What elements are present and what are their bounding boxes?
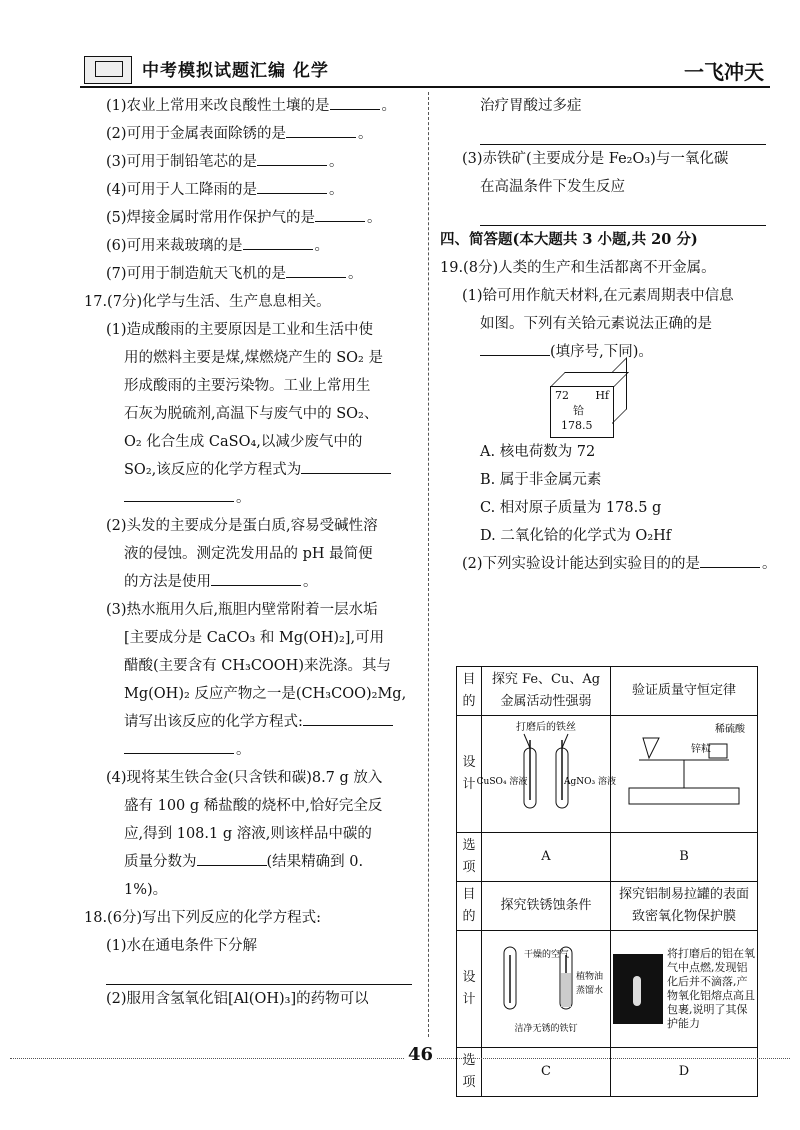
row-label: 设计	[457, 716, 482, 833]
q18-line: (3)赤铁矿(主要成分是 Fe₂O₃)与一氧化碳	[462, 151, 729, 167]
q18-line: (1)水在通电条件下分解	[106, 938, 258, 954]
q17-line: 盛有 100 g 稀盐酸的烧杯中,恰好完全反	[124, 798, 383, 814]
design-d	[611, 931, 758, 1048]
section-title: 四、简答题(本大题共 3 小题,共 20 分)	[440, 231, 698, 248]
q16-item: (5)焊接金属时常用作保护气的是 。	[84, 204, 420, 232]
q16-item: (7)可用于制造航天飞机的是 。	[84, 260, 420, 288]
q19-line: (2)下列实验设计能达到实验目的的是 。	[440, 550, 774, 578]
option-c: C. 相对原子质量为 178.5 g	[480, 500, 662, 516]
q19-line: (1)铪可用作航天材料,在元素周期表中信息	[462, 288, 734, 304]
q17-line: (2)头发的主要成分是蛋白质,容易受碱性溶	[106, 518, 378, 534]
purpose-c: 探究铁锈蚀条件	[482, 882, 611, 931]
design-b-zinc-label: 锌粒	[691, 744, 711, 755]
q16-item: (1)农业上常用来改良酸性土壤的是 。	[84, 92, 420, 120]
element-name: 铪	[573, 404, 584, 417]
purpose-b: 验证质量守恒定律	[611, 667, 758, 716]
q17-line: 醋酸(主要含有 CH₃COOH)来洗涤。其与	[124, 658, 391, 674]
row-label: 选项	[457, 1048, 482, 1097]
column-divider	[428, 92, 429, 1037]
q17-line: Mg(OH)₂ 反应产物之一是(CH₃COO)₂Mg,	[124, 686, 407, 702]
q17-line: 应,得到 108.1 g 溶液,则该样品中碳的	[124, 826, 372, 842]
atomic-number: 72	[555, 389, 569, 402]
q17-title: 17.(7分)化学与生活、生产息息相关。	[84, 294, 331, 310]
design-b	[611, 716, 758, 833]
design-b-acid-label: 稀硫酸	[715, 724, 745, 735]
design-c-nail-label: 洁净无锈的铁钉	[514, 1024, 578, 1034]
design-c-water-label: 蒸馏水	[576, 986, 604, 996]
left-column	[84, 92, 420, 1013]
row-label: 目的	[457, 667, 482, 716]
q17-line: 1%)。	[124, 882, 168, 898]
q17-line: SO₂,该反应的化学方程式为	[84, 456, 420, 484]
page-number: 46	[404, 1044, 437, 1065]
header-brand: 一飞冲天	[684, 60, 764, 84]
row-label: 设计	[457, 931, 482, 1048]
q16-item: (6)可用来裁玻璃的是 。	[84, 232, 420, 260]
q16-item: (2)可用于金属表面除锈的是 。	[84, 120, 420, 148]
experiment-table	[456, 666, 758, 1097]
option-b-cell: B	[611, 833, 758, 882]
q17-line: O₂ 化合生成 CaSO₄,以减少废气中的	[124, 434, 363, 450]
q17-line: 形成酸雨的主要污染物。工业上常用生	[124, 378, 371, 394]
q18-line: 在高温条件下发生反应	[480, 179, 625, 195]
q17-line: [主要成分是 CaCO₃ 和 Mg(OH)₂],可用	[124, 630, 385, 646]
answer-blank: 。	[84, 484, 420, 512]
q18-line: 治疗胃酸过多症	[480, 98, 582, 114]
answer-blank	[440, 201, 774, 226]
atomic-mass: 178.5	[561, 419, 593, 432]
q18-line: (2)服用含氢氧化铝[Al(OH)₃]的药物可以	[106, 991, 369, 1007]
header-title: 中考模拟试题汇编 化学	[142, 61, 329, 81]
balance-apparatus-icon	[619, 718, 749, 822]
answer-blank: 。	[84, 736, 420, 764]
design-d-description: 将打磨后的铝在氧气中点燃,发现铝化后并不滴落,产物氧化铝熔点高且包裹,说明了其保护能力	[667, 947, 755, 1030]
page-footer	[0, 1040, 800, 1070]
rust-experiment-icon	[484, 933, 608, 1037]
q17-line: (1)造成酸雨的主要原因是工业和生活中使	[106, 322, 374, 338]
option-d-cell: D	[611, 1048, 758, 1097]
design-a	[476, 716, 616, 833]
q17-line: (4)现将某生铁合金(只含铁和碳)8.7 g 放入	[106, 770, 383, 786]
option-b: B. 属于非金属元素	[480, 472, 602, 488]
option-a: A. 核电荷数为 72	[480, 444, 596, 460]
option-c-cell: C	[482, 1048, 611, 1097]
answer-blank	[440, 120, 774, 145]
q17-line: 质量分数为 (结果精确到 0.	[84, 848, 420, 876]
design-c	[482, 931, 611, 1048]
aluminum-burning-photo	[613, 954, 663, 1024]
test-tubes-icon	[476, 718, 616, 822]
element-card	[550, 372, 636, 438]
option-a-cell: A	[482, 833, 611, 882]
q16-item: (4)可用于人工降雨的是 。	[84, 176, 420, 204]
design-a-right-label: AgNO₃ 溶液	[564, 777, 616, 787]
element-symbol: Hf	[595, 389, 609, 402]
page-header	[80, 52, 770, 88]
q17-line: (3)热水瓶用久后,瓶胆内壁常附着一层水垢	[106, 602, 378, 618]
q17-line: 用的燃料主要是煤,煤燃烧产生的 SO₂ 是	[124, 350, 383, 366]
q17-line: 液的侵蚀。测定洗发用品的 pH 最简便	[124, 546, 373, 562]
q17-line: 的方法是使用 。	[84, 568, 420, 596]
right-column	[440, 92, 777, 578]
q19-line: (填序号,下同)。	[440, 338, 774, 366]
q17-line: 石灰为脱硫剂,高温下与废气中的 SO₂、	[124, 406, 379, 422]
option-d: D. 二氧化铪的化学式为 O₂Hf	[480, 528, 672, 544]
design-c-oil-label: 植物油	[576, 972, 604, 982]
q16-item: (3)可用于制铅笔芯的是 。	[84, 148, 420, 176]
design-c-air-label: 干燥的空气	[524, 950, 570, 960]
row-label: 目的	[457, 882, 482, 931]
answer-blank	[84, 960, 420, 985]
purpose-a: 探究 Fe、Cu、Ag 金属活动性强弱	[482, 667, 611, 716]
purpose-d: 探究铝制易拉罐的表面致密氧化物保护膜	[611, 882, 758, 931]
q18-title: 18.(6分)写出下列反应的化学方程式:	[84, 910, 321, 926]
design-a-left-label: CuSO₄ 溶液	[476, 777, 528, 787]
q19-line: 如图。下列有关铪元素说法正确的是	[480, 316, 712, 332]
book-logo-icon	[84, 56, 132, 84]
row-label: 选项	[457, 833, 482, 882]
q17-line: 请写出该反应的化学方程式:	[84, 708, 420, 736]
q19-title: 19.(8分)人类的生产和生活都离不开金属。	[440, 260, 716, 276]
design-a-top-label: 打磨后的铁丝	[516, 722, 576, 733]
